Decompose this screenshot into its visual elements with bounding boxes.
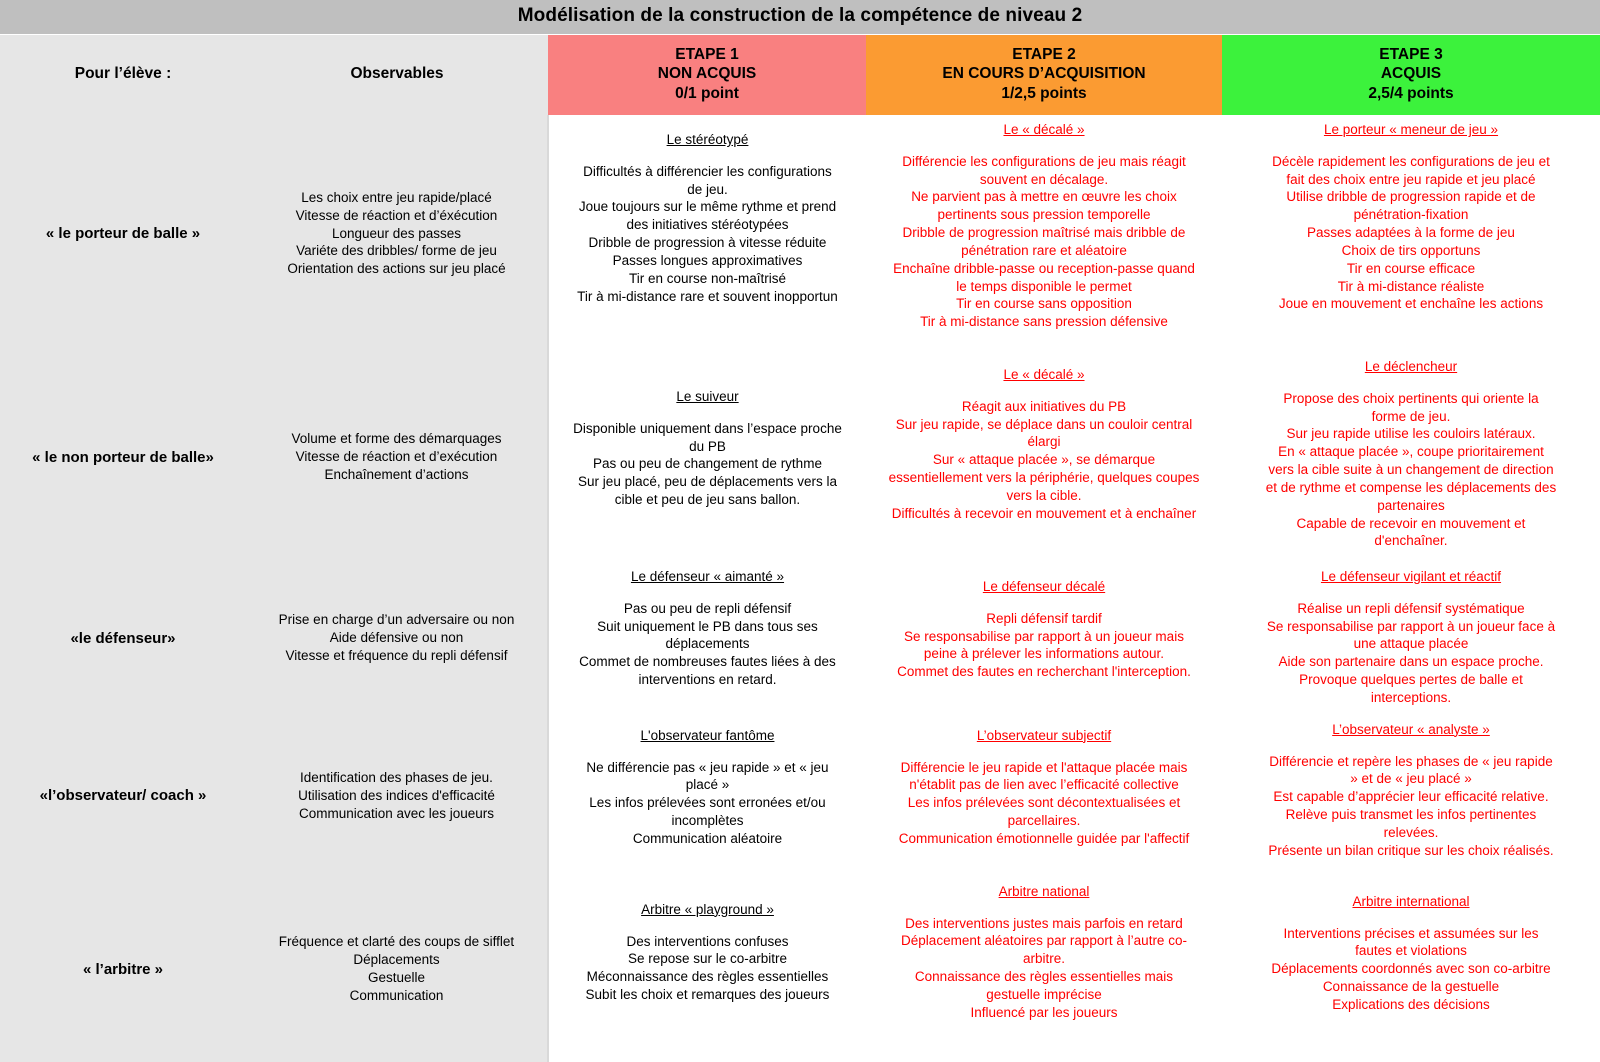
table-row — [0, 115, 1600, 352]
etape-cell-lines — [872, 398, 1216, 523]
etape-cell-line: élargi — [1027, 434, 1061, 450]
etape-cell-line: Communication émotionnelle guidée par l'affectif — [898, 830, 1190, 846]
etape-cell-line: gestuelle imprécise — [986, 986, 1102, 1002]
header-etape-3-line3: 2,5/4 points — [1368, 84, 1454, 102]
etape-cell-line: Suit uniquement le PB dans tous ses — [597, 618, 818, 634]
role-label: «l’observateur/ coach » — [0, 715, 246, 877]
role-label: « le porteur de balle » — [0, 115, 246, 352]
observable-item: Enchaînement d’actions — [324, 466, 469, 482]
observable-item: Longueur des passes — [331, 225, 462, 241]
etape-cell-line: Connaissance de la gestuelle — [1322, 978, 1500, 994]
etape-cell-lines — [1228, 753, 1594, 860]
etape-cell-line: Explications des décisions — [1332, 996, 1490, 1012]
etape-cell-line: Interventions précises et assumées sur les — [1283, 925, 1539, 941]
etape-cell-lines — [555, 163, 860, 306]
etape-cell-line: Tir en course non-maîtrisé — [628, 270, 787, 286]
etape-cell-line: Passes adaptées à la forme de jeu — [1307, 225, 1515, 241]
header-etape-3-line2: ACQUIS — [1380, 65, 1442, 83]
header-etape-1-line3: 0/1 point — [675, 84, 739, 102]
observable-item: Vitesse de réaction et d’exécution — [295, 449, 498, 465]
etape-cell-line: Tir à mi-distance sans pression défensive — [920, 314, 1168, 330]
table-row — [0, 352, 1600, 562]
etape-cell-line: Communication aléatoire — [632, 830, 783, 846]
role-label: «le défenseur» — [0, 562, 246, 715]
observable-item: Orientation des actions sur jeu placé — [287, 261, 506, 277]
etape-cell-line: Disponible uniquement dans l’espace proche — [573, 420, 842, 436]
etape-2-cell — [866, 877, 1222, 1062]
header-etape-2-line2: EN COURS D’ACQUISITION — [942, 65, 1146, 83]
etape-cell-line: Les infos prélevées sont décontextualisées et — [907, 795, 1181, 811]
observable-item: Déplacements — [353, 952, 440, 968]
observables-list — [246, 562, 548, 715]
observable-item: Aide défensive ou non — [329, 630, 464, 646]
etape-cell-lines — [872, 610, 1216, 681]
etape-cell-line: Présente un bilan critique sur les choix réalisés. — [1268, 842, 1554, 858]
observables-list — [246, 877, 548, 1062]
etape-cell-line: Provoque quelques pertes de balle et — [1299, 672, 1523, 688]
header-observables: Observables — [246, 35, 548, 116]
observable-item: Utilisation des indices d'efficacité — [298, 787, 495, 803]
etape-cell-line: Pas ou peu de changement de rythme — [593, 456, 822, 472]
observable-item: Communication — [349, 988, 444, 1004]
observable-item: Volume et forme des démarquages — [291, 431, 502, 447]
etape-cell-lines — [872, 153, 1216, 331]
etape-cell-line: le temps disponible le permet — [956, 278, 1132, 294]
etape-cell-line: des initiatives stéréotypées — [626, 217, 789, 233]
etape-2-cell — [866, 562, 1222, 715]
etape-cell-line: Enchaîne dribble-passe ou reception-passe quand — [893, 260, 1195, 276]
etape-cell-line: Aide son partenaire dans un espace proche. — [1278, 654, 1544, 670]
etape-cell-line: Ne différencie pas « jeu rapide » et « jeu — [586, 759, 829, 775]
etape-cell-line: Différencie et repère les phases de « jeu rapide — [1269, 753, 1553, 769]
etape-1-cell — [548, 715, 866, 877]
observable-item: Fréquence et clarté des coups de sifflet — [278, 934, 515, 950]
etape-cell-line: Déplacement aléatoires par rapport à l’autre co- — [901, 933, 1187, 949]
etape-cell-lines — [555, 759, 860, 848]
etape-cell-title: Le « décalé » — [1003, 122, 1085, 137]
etape-cell-line: Dribble de progression maîtrisé mais dribble de — [902, 225, 1186, 241]
etape-cell-line: Se repose sur le co-arbitre — [627, 951, 788, 967]
etape-cell-title: Le défenseur vigilant et réactif — [1320, 569, 1502, 584]
etape-cell-line: Commet de nombreuses fautes liées à des — [579, 654, 836, 670]
observable-item: Vitesse de réaction et d’éxécution — [295, 207, 498, 223]
etape-cell-line: Réalise un repli défensif systématique — [1297, 600, 1525, 616]
etape-cell-line: Difficultés à différencier les configurations — [583, 163, 832, 179]
etape-cell-line: Repli défensif tardif — [986, 610, 1102, 626]
table-body — [0, 115, 1600, 1062]
page-title: Modélisation de la construction de la compétence de niveau 2 — [0, 0, 1600, 35]
etape-cell-line: d'enchaîner. — [1374, 533, 1448, 549]
etape-cell-line: et de rythme et compense les déplacements des — [1265, 479, 1557, 495]
etape-cell-line: relevées. — [1383, 824, 1439, 840]
etape-cell-title: L’observateur « analyste » — [1332, 721, 1490, 737]
header-etape-3-line1: ETAPE 3 — [1379, 45, 1443, 63]
etape-1-cell — [548, 562, 866, 715]
etape-cell-line: Décèle rapidement les configurations de jeu et — [1272, 153, 1550, 169]
etape-cell-line: du PB — [689, 438, 726, 454]
header-student: Pour l’élève : — [0, 35, 246, 116]
etape-cell-line: Passes longues approximatives — [612, 252, 803, 268]
observable-item: Gestuelle — [367, 970, 426, 986]
etape-cell-line: Sur jeu rapide utilise les couloirs latéraux. — [1286, 426, 1536, 442]
etape-cell-line: Utilise dribble de progression rapide et de — [1286, 189, 1536, 205]
etape-cell-line: Sur « attaque placée », se démarque — [932, 452, 1156, 468]
observable-item: Identification des phases de jeu. — [300, 769, 493, 785]
header-etape-2 — [866, 35, 1222, 116]
etape-cell-line: Tir à mi-distance rare et souvent inopportun — [577, 288, 838, 304]
etape-cell-line: cible et peu de jeu sans ballon. — [614, 492, 801, 508]
etape-cell-line: Est capable d’apprécier leur efficacité relative. — [1273, 789, 1549, 805]
etape-cell-title: Arbitre « playground » — [641, 901, 774, 917]
etape-cell-lines — [1228, 925, 1594, 1014]
etape-cell-line: fait des choix entre jeu rapide et jeu placé — [1286, 171, 1536, 187]
etape-cell-line: Se responsabilise par rapport à un joueur face à — [1266, 618, 1556, 634]
etape-cell-title: Le défenseur « aimanté » — [630, 569, 785, 584]
etape-cell-line: Capable de recevoir en mouvement et — [1296, 515, 1526, 531]
etape-cell-line: Différencie le jeu rapide et l'attaque placée mais — [900, 759, 1188, 775]
etape-cell-line: Tir en course sans opposition — [956, 296, 1132, 312]
etape-3-cell — [1222, 562, 1600, 715]
etape-cell-line: incomplètes — [671, 812, 744, 828]
etape-cell-line: vers la cible suite à un changement de direction — [1268, 462, 1554, 478]
etape-cell-line: Tir en course efficace — [1346, 260, 1476, 276]
etape-cell-title: L'observateur fantôme — [640, 727, 775, 743]
etape-cell-line: Sur jeu rapide, se déplace dans un couloir central — [895, 416, 1193, 432]
etape-cell-title: Arbitre international — [1352, 893, 1470, 909]
etape-cell-title: Le « décalé » — [1003, 367, 1085, 382]
etape-cell-line: Réagit aux initiatives du PB — [961, 398, 1127, 414]
table-row — [0, 715, 1600, 877]
etape-cell-line: n'établit pas de lien avec l’efficacité collective — [909, 777, 1179, 793]
etape-cell-line: fautes et violations — [1355, 943, 1467, 959]
etape-cell-line: déplacements — [665, 636, 750, 652]
etape-cell-line: souvent en décalage. — [979, 171, 1109, 187]
etape-cell-line: pénétration-fixation — [1353, 207, 1469, 223]
etape-cell-line: pertinents sous pression temporelle — [937, 207, 1151, 223]
etape-cell-lines — [1228, 390, 1594, 550]
etape-cell-lines — [555, 600, 860, 689]
etape-cell-line: de jeu. — [687, 181, 728, 197]
etape-cell-line: Dribble de progression à vitesse réduite — [588, 235, 827, 251]
etape-cell-lines — [872, 759, 1216, 848]
title-row — [0, 0, 1600, 35]
etape-cell-line: parcellaires. — [1007, 812, 1081, 828]
role-label: « l’arbitre » — [0, 877, 246, 1062]
etape-cell-line: Propose des choix pertinents qui oriente la — [1283, 390, 1539, 406]
etape-cell-lines — [1228, 153, 1594, 313]
etape-cell-line: vers la cible. — [1006, 487, 1082, 503]
role-label: « le non porteur de balle» — [0, 352, 246, 562]
header-etape-2-line1: ETAPE 2 — [1012, 45, 1076, 63]
observable-item: Communication avec les joueurs — [298, 805, 495, 821]
etape-cell-line: forme de jeu. — [1371, 408, 1451, 424]
header-etape-1-line1: ETAPE 1 — [675, 45, 739, 63]
etape-cell-lines — [555, 420, 860, 509]
etape-1-cell — [548, 352, 866, 562]
header-etape-2-line3: 1/2,5 points — [1001, 84, 1087, 102]
etape-3-cell — [1222, 352, 1600, 562]
etape-cell-line: Des interventions confuses — [626, 933, 789, 949]
etape-cell-line: arbitre. — [1022, 951, 1066, 967]
etape-cell-line: Les infos prélevées sont erronées et/ou — [589, 795, 826, 811]
observable-item: Prise en charge d’un adversaire ou non — [278, 612, 515, 628]
etape-cell-line: interceptions. — [1370, 689, 1452, 705]
observable-item: Vitesse et fréquence du repli défensif — [285, 648, 508, 664]
etape-cell-line: » et de « jeu placé » — [1350, 771, 1472, 787]
etape-cell-line: Choix de tirs opportuns — [1341, 242, 1481, 258]
etape-cell-line: Différencie les configurations de jeu mais réagit — [902, 153, 1186, 169]
observables-list — [246, 715, 548, 877]
etape-cell-title: Le porteur « meneur de jeu » — [1323, 122, 1499, 137]
table-row — [0, 877, 1600, 1062]
etape-cell-line: Pas ou peu de repli défensif — [623, 600, 792, 616]
etape-cell-line: peine à prélever les informations autour. — [923, 646, 1165, 662]
etape-cell-line: Déplacements coordonnés avec son co-arbitre — [1271, 961, 1551, 977]
observables-list — [246, 115, 548, 352]
observable-item: Variéte des dribbles/ forme de jeu — [296, 243, 497, 259]
header-etape-1-line2: NON ACQUIS — [657, 65, 757, 83]
etape-cell-line: En « attaque placée », coupe prioritairement — [1278, 444, 1544, 460]
etape-cell-line: Joue toujours sur le même rythme et prend — [578, 199, 837, 215]
etape-cell-line: pénétration rare et aléatoire — [961, 242, 1127, 258]
etape-cell-line: Difficultés à recevoir en mouvement et à enchaîner — [891, 505, 1197, 521]
etape-cell-line: Méconnaissance des règles essentielles — [586, 969, 829, 985]
etape-2-cell — [866, 115, 1222, 352]
etape-1-cell — [548, 877, 866, 1062]
table-row — [0, 562, 1600, 715]
etape-cell-line: Sur jeu placé, peu de déplacements vers la — [578, 474, 837, 490]
observable-item: Les choix entre jeu rapide/placé — [301, 189, 492, 205]
etape-cell-title: Arbitre national — [998, 883, 1090, 899]
etape-cell-line: placé » — [685, 777, 730, 793]
header-etape-1 — [548, 35, 866, 116]
etape-cell-line: essentiellement vers la périphérie, quelques coupes — [888, 470, 1200, 486]
etape-cell-line: Tir à mi-distance réaliste — [1337, 278, 1485, 294]
etape-cell-lines — [1228, 600, 1594, 707]
etape-cell-line: Connaissance des règles essentielles mais — [914, 968, 1174, 984]
etape-cell-lines — [555, 933, 860, 1004]
observables-list — [246, 352, 548, 562]
etape-3-cell — [1222, 115, 1600, 352]
etape-3-cell — [1222, 877, 1600, 1062]
etape-cell-line: interventions en retard. — [638, 672, 777, 688]
etape-cell-line: partenaires — [1377, 497, 1445, 513]
etape-1-cell — [548, 115, 866, 352]
etape-cell-line: Joue en mouvement et enchaîne les actions — [1278, 296, 1544, 312]
header-etape-3 — [1222, 35, 1600, 116]
etape-cell-line: une attaque placée — [1353, 636, 1469, 652]
etape-cell-title: L’observateur subjectif — [976, 727, 1112, 743]
etape-cell-title: Le suiveur — [676, 389, 739, 404]
etape-cell-line: Relève puis transmet les infos pertinentes — [1285, 806, 1537, 822]
etape-cell-title: Le stéréotypé — [666, 132, 749, 147]
header-row — [0, 35, 1600, 116]
etape-cell-line: Des interventions justes mais parfois en retard — [905, 915, 1183, 931]
etape-2-cell — [866, 352, 1222, 562]
etape-cell-line: Ne parvient pas à mettre en œuvre les choix — [911, 189, 1177, 205]
etape-cell-line: Subit les choix et remarques des joueurs — [585, 986, 830, 1002]
etape-cell-line: Se responsabilise par rapport à un joueur mais — [904, 628, 1184, 644]
etape-cell-lines — [872, 915, 1216, 1022]
etape-cell-title: Le défenseur décalé — [982, 579, 1106, 594]
etape-3-cell — [1222, 715, 1600, 877]
etape-2-cell — [866, 715, 1222, 877]
etape-cell-line: Influencé par les joueurs — [970, 1004, 1118, 1020]
etape-cell-line: Commet des fautes en recherchant l'interception. — [897, 664, 1191, 680]
etape-cell-title: Le déclencheur — [1364, 359, 1458, 374]
